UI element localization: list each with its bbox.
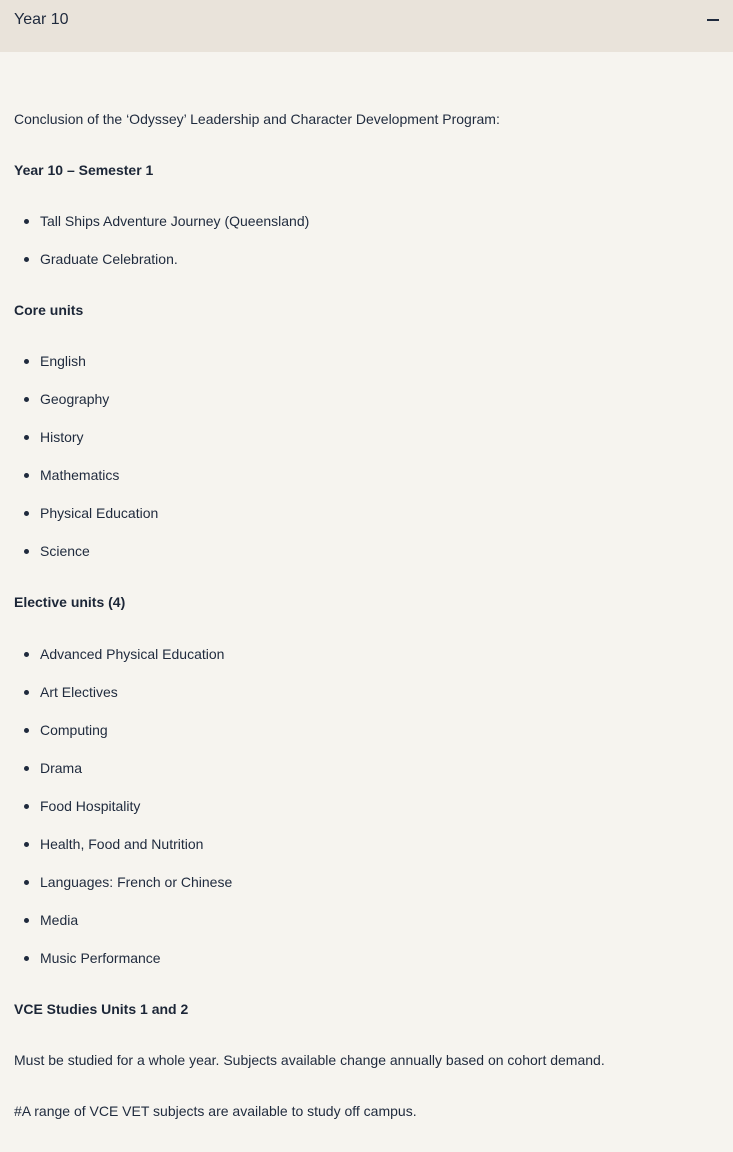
list-item: Geography: [14, 390, 719, 428]
list-item: Mathematics: [14, 466, 719, 504]
intro-text: Conclusion of the ‘Odyssey’ Leadership and Character Development Program:: [14, 111, 500, 127]
list-item: Health, Food and Nutrition: [14, 835, 719, 873]
list-item: English: [14, 352, 719, 390]
core-heading: Core units: [14, 302, 84, 318]
vce-section: [14, 1000, 719, 1018]
accordion-title: Year 10: [14, 11, 69, 28]
list-item: Graduate Celebration.: [14, 250, 719, 288]
core-section: [14, 301, 719, 319]
semester-section: [14, 161, 719, 179]
list-item: Drama: [14, 759, 719, 797]
list-item: Science: [14, 542, 719, 580]
vce-heading: VCE Studies Units 1 and 2: [14, 1001, 189, 1017]
elective-heading: Elective units (4): [14, 594, 126, 610]
list-item: Music Performance: [14, 949, 719, 987]
elective-section: [14, 593, 719, 611]
list-item: Advanced Physical Education: [14, 645, 719, 683]
semester-list: [14, 212, 719, 288]
list-item: Media: [14, 911, 719, 949]
list-item: Tall Ships Adventure Journey (Queensland): [14, 212, 719, 250]
minus-icon[interactable]: [707, 10, 721, 30]
semester-heading: Year 10 – Semester 1: [14, 162, 154, 178]
vce-note: Must be studied for a whole year. Subjects available change annually based on cohort demand.: [14, 1052, 605, 1068]
list-item: Computing: [14, 721, 719, 759]
list-item: Languages: French or Chinese: [14, 873, 719, 911]
vce-footnote: #A range of VCE VET subjects are available to study off campus.: [14, 1103, 417, 1119]
list-item: History: [14, 428, 719, 466]
list-item: Art Electives: [14, 683, 719, 721]
core-list: [14, 352, 719, 580]
accordion-header[interactable]: [0, 0, 733, 52]
list-item: Physical Education: [14, 504, 719, 542]
elective-list: [14, 645, 719, 987]
list-item: Food Hospitality: [14, 797, 719, 835]
